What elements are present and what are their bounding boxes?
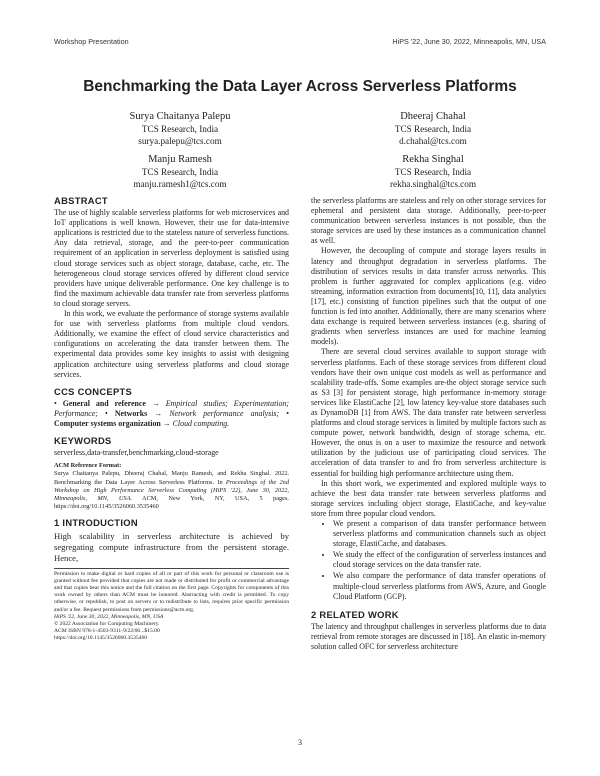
author-email[interactable]: rekha.singhal@tcs.com — [389, 179, 477, 189]
right-column — [311, 196, 546, 652]
introduction-text: High scalability in serverless architecture is achieved by segregating compute infrastructure from the persistent storage. Hence, — [54, 530, 289, 563]
intro-paragraph-4: In this short work, we experimented and explored multiple ways to achieve the best data transfer rate between serverless platforms and storage services including object storage, ElastiCache, and key-value store from three popular cloud vendors. — [311, 478, 546, 518]
author-block-2 — [333, 110, 533, 147]
abstract-paragraph-2: In this work, we evaluate the performance of storage systems available for use with serverless platforms from multiple cloud vendors. Additionally, we examine the effect of cloud service characteristics and configurations on accelerating the data transfer between them. The experimental data provides some key insights to assist with designing application architecture using serverless platforms and cloud storage services. — [54, 309, 289, 379]
doi-link[interactable]: https://doi.org/10.1145/3526060.3535460 — [54, 635, 148, 642]
author-block-3 — [80, 153, 280, 190]
ccs-heading: CCS CONCEPTS — [54, 385, 133, 397]
reference-heading: ACM Reference Format: — [54, 462, 122, 470]
author-email[interactable]: surya.palepu@tcs.com — [138, 136, 222, 146]
ccs-concepts: • General and reference → Empirical studies; Experimentation; Performance; • Networks → Network performance analysis; • Computer systems organization → Cloud computing. — [54, 398, 289, 428]
intro-paragraph-2: However, the decoupling of compute and storage layers results in latency and throughput degradation in serverless platforms. The distribution of services results in data transfer across networks. This problem is further aggravated for complex applications (e.g. video streaming, information extraction from documents[10, 11], data analytics [17], etc.) consisting of function pipelines such that the output of one function is fed into another. Additionally, there are many scenarios where data exchange is required between serverless instances (e.g. sharing of gradients when serverless instances are used for machine learning models). — [311, 246, 546, 347]
author-name: Manju Ramesh — [148, 154, 212, 165]
abstract-paragraph-1: The use of highly scalable serverless platforms for web microservices and IoT applications is well known. However, their use for data-intensive applications is restricted due to the stateless nature of serverless functions. Any data retrieval, storage, and the peer-to-peer communication requirement of an application in serverless deployment is satisfied using cloud storage services such as object storage, database, cache, etc. The heterogeneous cloud storage services offered by different cloud service providers have unique deliverable performance. One key challenge is to find the maximum achievable data transfer rate from serverless platforms to cloud storage servers. — [54, 208, 289, 308]
author-name: Dheeraj Chahal — [400, 111, 466, 122]
author-name: Rekha Singhal — [402, 154, 464, 165]
running-header-left: Workshop Presentation — [54, 37, 129, 46]
keywords-heading: KEYWORDS — [54, 435, 112, 447]
running-header-right: HiPS '22, June 30, 2022, Minneapolis, MN, USA — [392, 37, 546, 46]
abstract-heading: ABSTRACT — [54, 195, 108, 206]
related-work-text: The latency and throughput challenges in serverless platforms due to data retrieval from remote storages are discussed in [18]. An elastic in-memory solution called OFC for serverless architecture — [311, 621, 546, 652]
contributions-list — [311, 519, 546, 602]
acm-reference-format: ACM Reference Format: Surya Chaitanya Palepu, Dheeraj Chahal, Manju Ramesh, and Rekha Singhal. 2022. Benchmarking the Data Layer Across Serverless Platforms. In Proceedings of the 2nd Workshop on High Performance Serverless Computing (HiPS '22), June 30, 2022, Minneapolis, MN, USA. ACM, New York, NY, USA, 5 pages. https://doi.org/10.1145/3526060.3535460 — [54, 462, 289, 511]
paper-title: Benchmarking the Data Layer Across Serverless Platforms — [83, 78, 517, 95]
list-item: • We present a comparison of data transfer performance between serverless platforms and communication channels such as object storage, ElastiCache, and databases. — [333, 519, 546, 549]
list-item: • We study the effect of the configuration of serverless instances and cloud storage services on the data transfer rate. — [333, 550, 546, 570]
author-name: Surya Chaitanya Palepu — [129, 111, 231, 122]
permission-notice: Permission to make digital or hard copies of all or part of this work for personal or classroom use is granted without fee provided that copies are not made or distributed for profit or commercial advantage and that copies bear this notice and the full citation on the first page. Copyrights for components of this work owned by others than ACM must be honored. Abstracting with credit is permitted. To copy otherwise, or republish, to post on servers or to redistribute to lists, requires prior specific permission and/or a fee. Request permissions from permissions@acm.org. HiPS '22, June 30, 2022, Minneapolis, MN, USA © 2022 Association for Computing Machinery. ACM ISBN 978-1-4503-9311-9/22/06...$15.00 https://doi.org/10.1145/3526060.3535460 — [54, 568, 289, 643]
intro-paragraph-1: the serverless platforms are stateless and rely on other storage services for ephemeral and persistent data storage. Additionally, peer-to-peer communication between serverless instances is not possible, thus the storage services are used by these instances as a communication channel as well. — [311, 196, 546, 246]
related-work-heading: 2 RELATED WORK — [311, 608, 399, 620]
page-number: 3 — [298, 738, 302, 747]
author-block-4 — [333, 153, 533, 190]
author-affiliation: TCS Research, India — [141, 124, 219, 134]
author-email[interactable]: d.chahal@tcs.com — [399, 136, 467, 146]
list-item: • We also compare the performance of data transfer operations of multiple-cloud serverless platforms from AWS, Azure, and Google Cloud Platform (GCP). — [333, 571, 546, 601]
author-affiliation: TCS Research, India — [141, 167, 219, 177]
author-block-1 — [80, 110, 280, 147]
keywords-text: serverless,data-transfer,benchmarking,cloud-storage — [54, 448, 219, 458]
author-email[interactable]: manju.ramesh1@tcs.com — [133, 179, 227, 189]
intro-paragraph-3: There are several cloud services available to support storage with serverless platforms. Each of these storage services from different cloud vendors have their own unique cost models as well as performance and scalability trade-offs. Some examples are-the object storage service such as S3 [3] for persistent storage, high performance in-memory storage services like ElastiCache [2], low latency key-value store databases such as DynamoDB [1] from AWS. The data transfer rate between serverless platforms and cloud storage services is limited by multiple factors such as compute power, network bandwidth, design of storage schema, etc. However, the onus is on a user to maximize the resource and network utilization by the judicious use of participating cloud services. The acceleration of data transfer to and fro from serverless architecture is essential for building high performance architecture using them. — [311, 347, 546, 478]
left-column — [54, 196, 289, 643]
introduction-heading: 1 INTRODUCTION — [54, 517, 138, 529]
author-affiliation: TCS Research, India — [394, 124, 472, 134]
author-affiliation: TCS Research, India — [394, 167, 472, 177]
